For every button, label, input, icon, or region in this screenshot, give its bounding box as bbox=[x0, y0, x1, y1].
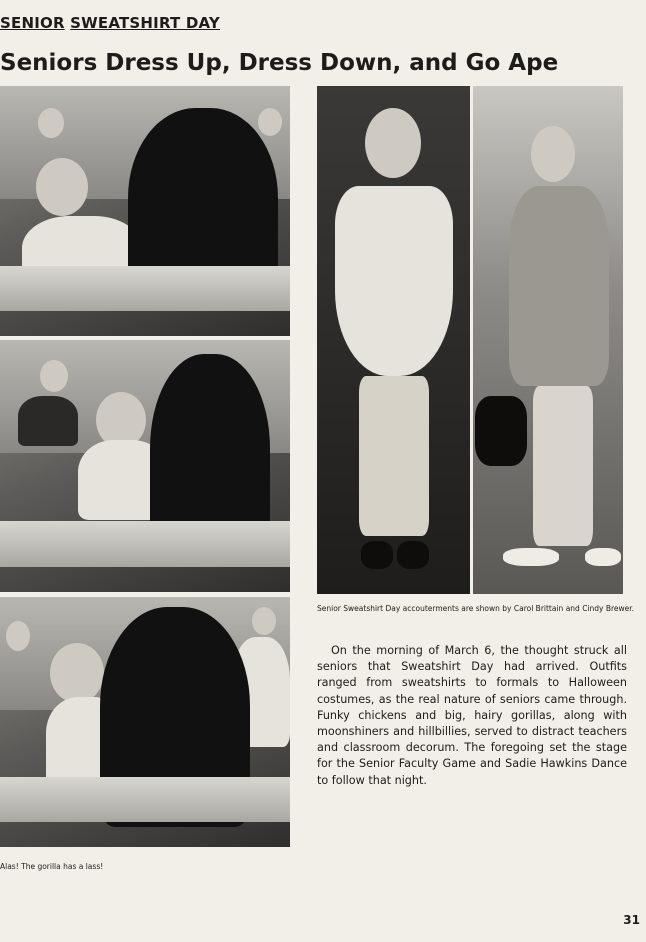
page-number: 31 bbox=[623, 913, 640, 927]
photo-cindy-brewer bbox=[473, 86, 623, 594]
photo-carol-brittain bbox=[317, 86, 470, 594]
article-paragraph: On the morning of March 6, the thought struck all seniors that Sweatshirt Day had arrived. Outfits ranged from sweatshirts to formals to Halloween costumes, as the real nature of seniors came through. Funky chickens and big, hairy gorillas, along with moonshiners and hillbillies, served to distract teachers and classroom decorum. The foregoing set the stage for the Senior Faculty Game and Sadie Hawkins Dance to follow that night. bbox=[317, 644, 627, 787]
section-label-rest: SWEATSHIRT DAY bbox=[70, 14, 220, 32]
section-label-prefix: S bbox=[0, 14, 12, 32]
section-label-first: ENIOR bbox=[11, 14, 65, 32]
photo-gorilla-classroom-3 bbox=[0, 597, 290, 847]
section-label bbox=[0, 14, 220, 32]
photo-gorilla-classroom-2 bbox=[0, 340, 290, 592]
photo-gorilla-classroom-1 bbox=[0, 86, 290, 336]
photo-caption-left: Alas! The gorilla has a lass! bbox=[0, 862, 104, 871]
page-title: Seniors Dress Up, Dress Down, and Go Ape bbox=[0, 50, 559, 76]
photo-caption-right: Senior Sweatshirt Day accouterments are shown by Carol Brittain and Cindy Brewer. bbox=[317, 604, 635, 613]
article-body bbox=[317, 643, 627, 789]
